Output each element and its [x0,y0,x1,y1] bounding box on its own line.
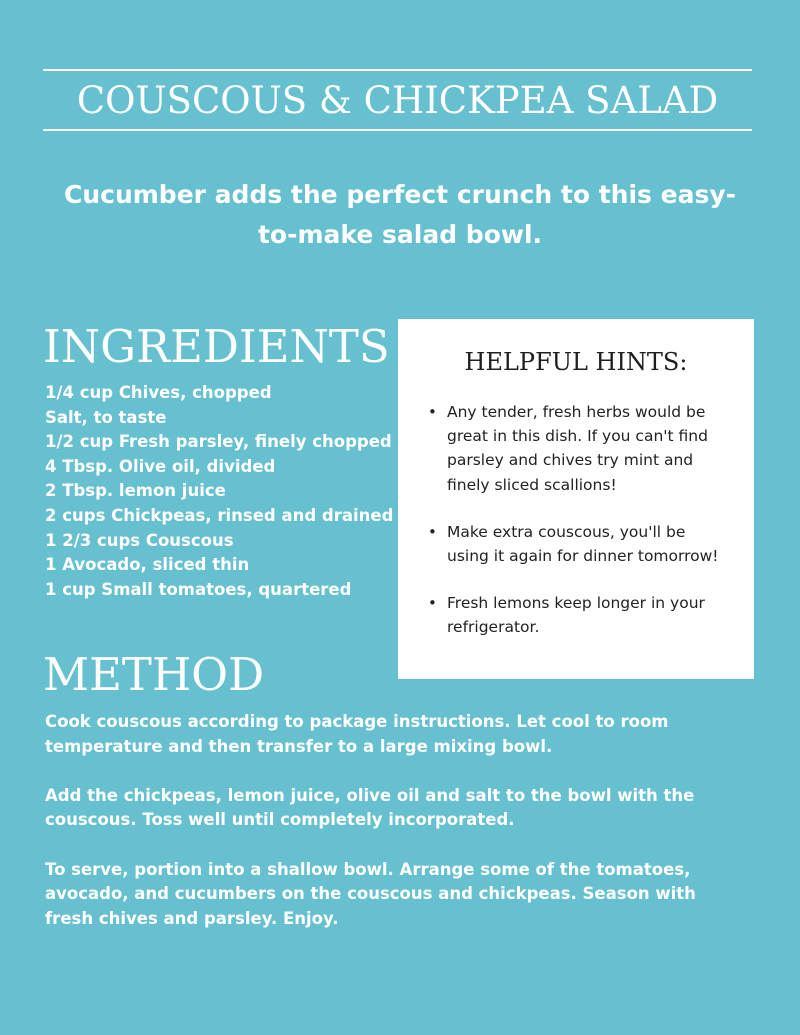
recipe-title: COUSCOUS & CHICKPEA SALAD [76,79,719,122]
method-steps [45,710,745,956]
ingredients-heading: INGREDIENTS [43,320,390,373]
helpful-hints-heading: HELPFUL HINTS: [464,348,688,376]
hint-item [426,520,731,568]
title-rule-top [43,69,752,71]
bullet-icon: • [428,594,437,613]
ingredient-item: 2 cups Chickpeas, rinsed and drained [45,505,394,525]
hint-text: Make extra couscous, you'll be using it again for dinner tomorrow! [447,522,719,566]
hint-text: Fresh lemons keep longer in your refrigerator. [447,594,705,637]
method-step: Add the chickpeas, lemon juice, olive oil and salt to the bowl with the couscous. Toss well until completely incorporated. [45,785,695,830]
ingredient-item: 2 Tbsp. lemon juice [45,481,226,501]
title-rule-bottom [43,129,752,131]
ingredient-item: 4 Tbsp. Olive oil, divided [45,456,276,476]
ingredient-item: 1/4 cup Chives, chopped [45,383,272,402]
method-heading: METHOD [43,648,265,701]
bullet-icon: • [428,522,437,541]
helpful-hints-list [426,400,731,663]
hint-text: Any tender, fresh herbs would be great in this dish. If you can't find parsley and chives try mint and finely sliced scallions! [447,403,708,494]
ingredient-item: 1 cup Small tomatoes, quartered [45,579,352,599]
bullet-icon: • [428,403,437,421]
method-step: To serve, portion into a shallow bowl. Arrange some of the tomatoes, avocado, and cucumbers on the couscous and chickpeas. Season with fresh chives and parsley. Enjoy. [45,859,696,928]
ingredients-list [45,381,394,602]
recipe-subtitle: Cucumber adds the perfect crunch to this easy-to-make salad bowl. [63,180,736,249]
ingredient-item: 1/2 cup Fresh parsley, finely chopped [45,432,392,452]
ingredient-item: 1 2/3 cups Couscous [45,530,234,550]
method-step: Cook couscous according to package instructions. Let cool to room temperature and then transfer to a large mixing bowl. [45,712,669,756]
ingredient-item: 1 Avocado, sliced thin [45,555,250,575]
hint-item [426,400,731,497]
ingredient-item: Salt, to taste [45,407,167,427]
hint-item [426,591,731,639]
